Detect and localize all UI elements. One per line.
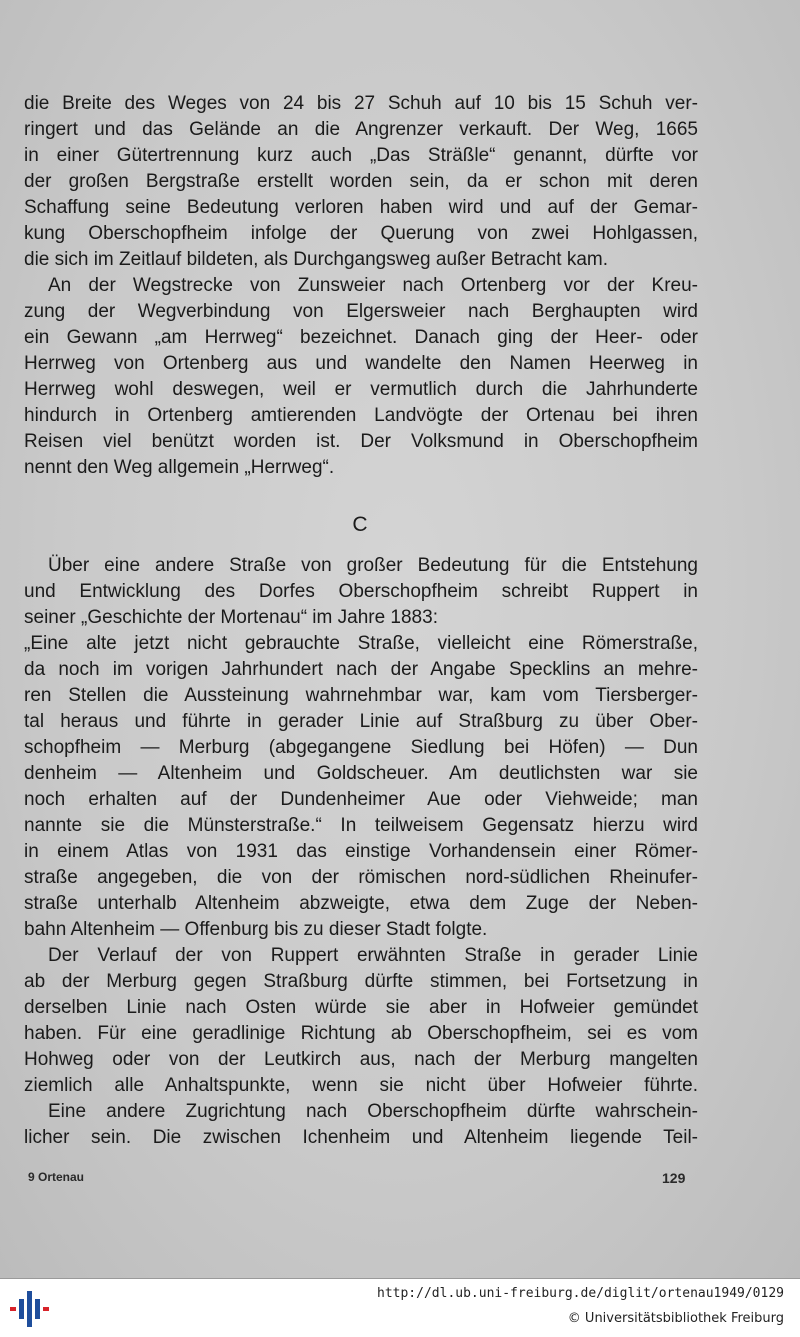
page-number: 129: [662, 1170, 686, 1186]
copyright-notice: © Universitätsbibliothek Freiburg: [567, 1311, 784, 1326]
text-line: schopfheim — Merburg (abgegangene Siedlung bei Höfen) — Dun: [24, 737, 698, 758]
text-line: Über eine andere Straße von großer Bedeutung für die Entstehung: [48, 555, 698, 576]
text-line: Reisen viel benützt worden ist. Der Volksmund in Oberschopfheim: [24, 431, 698, 452]
text-line: nannte sie die Münsterstraße.“ In teilweisem Gegensatz hierzu wird: [24, 815, 698, 836]
text-line: ein Gewann „am Herrweg“ bezeichnet. Danach ging der Heer- oder: [24, 327, 698, 348]
text-line: zung der Wegverbindung von Elgersweier nach Berghaupten wird: [24, 301, 698, 322]
text-line: licher sein. Die zwischen Ichenheim und Altenheim liegende Teil-: [24, 1127, 698, 1148]
text-line: ren Stellen die Aussteinung wahrnehmbar war, kam vom Tiersberger-: [24, 685, 698, 706]
text-line: seiner „Geschichte der Mortenau“ im Jahre 1883:: [24, 607, 438, 628]
text-line: ringert und das Gelände an die Angrenzer verkauft. Der Weg, 1665: [24, 119, 698, 140]
text-line: An der Wegstrecke von Zunsweier nach Ortenberg vor der Kreu-: [48, 275, 698, 296]
paragraph-1: [24, 91, 698, 273]
text-line: nennt den Weg allgemein „Herrweg“.: [24, 457, 335, 478]
text-line: bahn Altenheim — Offenburg bis zu dieser Stadt folgte.: [24, 919, 488, 940]
text-line: hindurch in Ortenberg amtierenden Landvögte der Ortenau bei ihren: [24, 405, 698, 426]
text-line: Eine andere Zugrichtung nach Oberschopfheim dürfte wahrschein-: [48, 1101, 698, 1122]
text-line: straße unterhalb Altenheim abzweigte, etwa dem Zuge der Neben-: [24, 893, 698, 914]
ub-freiburg-logo-icon[interactable]: [10, 1289, 50, 1329]
signature-mark: 9 Ortenau: [28, 1170, 85, 1184]
paragraph-2: [24, 273, 698, 481]
text-line: straße angegeben, die von der römischen nord-südlichen Rheinufer-: [24, 867, 698, 888]
text-line: der großen Bergstraße erstellt worden sein, da er schon mit deren: [24, 171, 698, 192]
document-url[interactable]: http://dl.ub.uni-freiburg.de/diglit/ortenau1949/0129: [377, 1286, 784, 1301]
text-line: Herrweg wohl deswegen, weil er vermutlich durch die Jahrhunderte: [24, 379, 698, 400]
text-line: „Eine alte jetzt nicht gebrauchte Straße, vielleicht eine Römerstraße,: [24, 633, 698, 654]
text-line: ziemlich alle Anhaltspunkte, wenn sie nicht über Hofweier führte.: [24, 1075, 698, 1096]
text-line: da noch im vorigen Jahrhundert nach der Angabe Specklins an mehre-: [24, 659, 698, 680]
text-line: Herrweg von Ortenberg aus und wandelte den Namen Heerweg in: [24, 353, 698, 374]
text-line: ab der Merburg gegen Straßburg dürfte stimmen, bei Fortsetzung in: [24, 971, 698, 992]
text-line: haben. Für eine geradlinige Richtung ab Oberschopfheim, sei es vom: [24, 1023, 698, 1044]
text-line: derselben Linie nach Osten würde sie aber in Hofweier gemündet: [24, 997, 698, 1018]
text-line: Schaffung seine Bedeutung verloren haben wird und auf der Gemar-: [24, 197, 698, 218]
paragraph-3: [24, 553, 698, 943]
text-line: in einer Gütertrennung kurz auch „Das Sträßle“ genannt, dürfte vor: [24, 145, 698, 166]
section-heading: C: [352, 513, 368, 536]
text-line: die sich im Zeitlauf bildeten, als Durchgangsweg außer Betracht kam.: [24, 249, 608, 270]
text-line: Hohweg oder von der Leutkirch aus, nach der Merburg mangelten: [24, 1049, 698, 1070]
text-line: tal heraus und führte in gerader Linie auf Straßburg zu über Ober-: [24, 711, 698, 732]
text-line: und Entwicklung des Dorfes Oberschopfheim schreibt Ruppert in: [24, 581, 698, 602]
paragraph-4: [24, 943, 698, 1099]
text-line: die Breite des Weges von 24 bis 27 Schuh auf 10 bis 15 Schuh ver-: [24, 93, 698, 114]
text-line: kung Oberschopfheim infolge der Querung von zwei Hohlgassen,: [24, 223, 698, 244]
paragraph-5: [24, 1099, 698, 1151]
text-line: in einem Atlas von 1931 das einstige Vorhandensein einer Römer-: [24, 841, 698, 862]
viewer-bar: [0, 1278, 800, 1337]
text-line: Der Verlauf der von Ruppert erwähnten Straße in gerader Linie: [48, 945, 698, 966]
text-line: denheim — Altenheim und Goldscheuer. Am deutlichsten war sie: [24, 763, 698, 784]
text-line: noch erhalten auf der Dundenheimer Aue oder Viehweide; man: [24, 789, 698, 810]
